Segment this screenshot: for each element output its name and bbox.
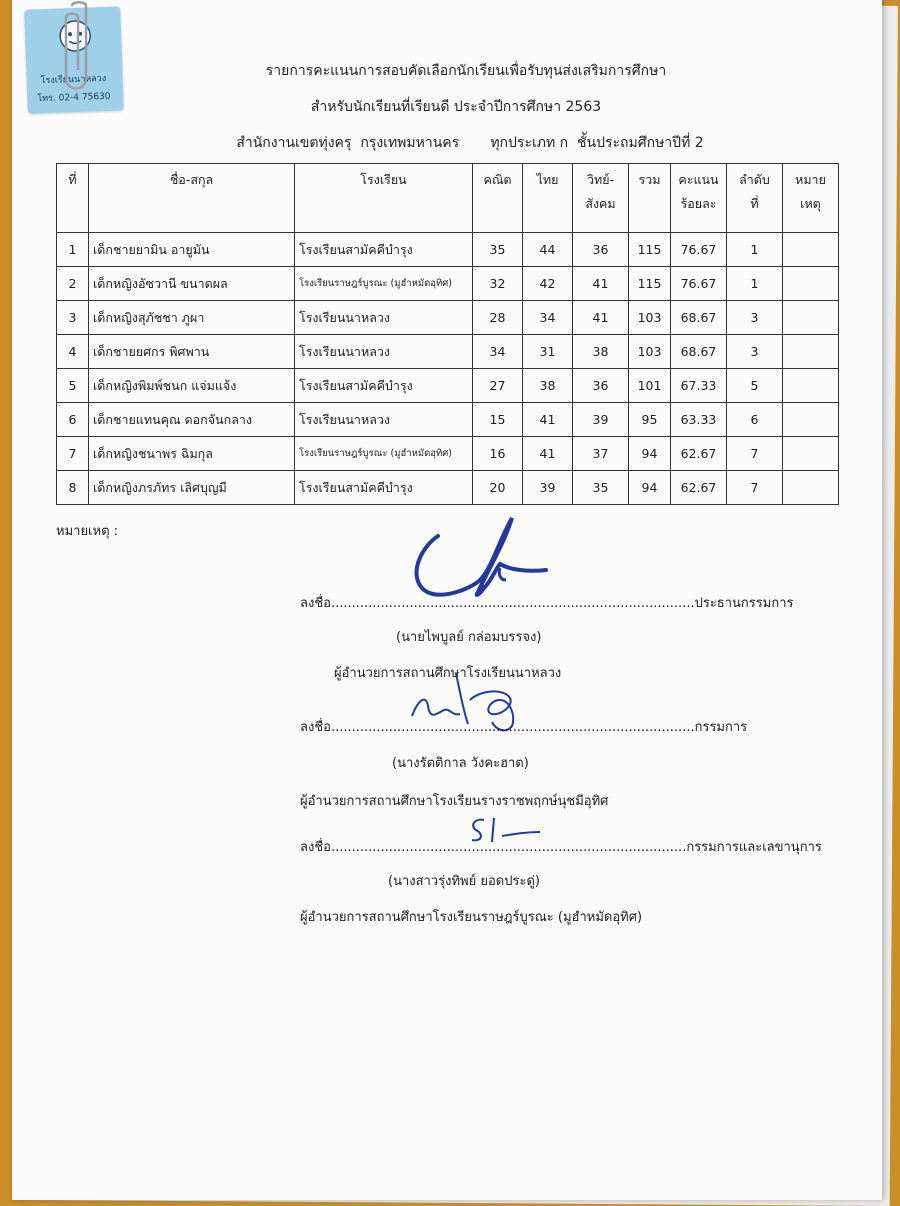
signature-line-2: ลงชื่อ........................................................................................กรรมการ [300, 720, 748, 735]
cell-school: โรงเรียนราษฎร์บูรณะ (มูฮำหมัดอุทิศ) [295, 267, 473, 301]
cell-no: 7 [57, 437, 89, 471]
cell-name: เด็กหญิงชนาพร ฉิมกุล [89, 437, 295, 471]
cell-science-social: 39 [573, 403, 629, 437]
sticker-school-name: โรงเรียนนาหลวง [40, 73, 107, 87]
table-header-row [57, 164, 839, 233]
cell-percent: 63.33 [671, 403, 727, 437]
header-rank: ลำดับ ที่ [727, 164, 783, 233]
signer-name-3: (นางสาวรุ่งทิพย์ ยอดประดู่) [388, 874, 540, 889]
cell-school: โรงเรียนนาหลวง [295, 335, 473, 369]
cell-school: โรงเรียนสามัคคีบำรุง [295, 369, 473, 403]
cell-rank: 3 [727, 335, 783, 369]
signer-name-2: (นางรัตติกาล วังคะฮาต) [392, 756, 529, 771]
signature-line-3: ลงชื่อ......................................................................................กรรมการและเลขานุการ [300, 840, 822, 855]
cell-name: เด็กหญิงอัซวานี ขนาดผล [89, 267, 295, 301]
table-row [57, 233, 839, 267]
cell-total: 101 [629, 369, 671, 403]
table-row [57, 437, 839, 471]
cell-math: 32 [473, 267, 523, 301]
cell-math: 27 [473, 369, 523, 403]
cell-note [783, 267, 839, 301]
cell-math: 20 [473, 471, 523, 505]
header-school: โรงเรียน [295, 164, 473, 233]
cell-total: 115 [629, 267, 671, 301]
cell-total: 103 [629, 335, 671, 369]
cell-thai: 44 [523, 233, 573, 267]
cell-school: โรงเรียนนาหลวง [295, 301, 473, 335]
cell-note [783, 403, 839, 437]
header-name: ชื่อ-สกุล [89, 164, 295, 233]
paperclip-icon [58, 0, 98, 100]
cell-name: เด็กชายยศกร พิศพาน [89, 335, 295, 369]
cell-name: เด็กหญิงภรภัทร เลิศบุญมี [89, 471, 295, 505]
cell-rank: 3 [727, 301, 783, 335]
scores-table [56, 163, 839, 505]
cell-rank: 1 [727, 267, 783, 301]
signer-position-3: ผู้อำนวยการสถานศึกษาโรงเรียนราษฎร์บูรณะ (มูฮำหมัดอุทิศ) [300, 910, 643, 925]
header-science-social: วิทย์- สังคม [573, 164, 629, 233]
cell-no: 3 [57, 301, 89, 335]
cell-note [783, 369, 839, 403]
cell-total: 94 [629, 471, 671, 505]
cell-no: 8 [57, 471, 89, 505]
cell-rank: 6 [727, 403, 783, 437]
cell-total: 94 [629, 437, 671, 471]
cell-math: 35 [473, 233, 523, 267]
table-row [57, 369, 839, 403]
cell-science-social: 37 [573, 437, 629, 471]
cell-science-social: 38 [573, 335, 629, 369]
title-line-2: สำหรับนักเรียนที่เรียนดี ประจำปีการศึกษา 2563 [310, 99, 602, 115]
table-row [57, 471, 839, 505]
cell-note [783, 471, 839, 505]
cell-note [783, 335, 839, 369]
title-line-1: รายการคะแนนการสอบคัดเลือกนักเรียนเพื่อรับทุนส่งเสริมการศึกษา [265, 63, 667, 79]
cell-name: เด็กชายยามิน อายูมัน [89, 233, 295, 267]
cell-name: เด็กหญิงสุภัชชา ภูผา [89, 301, 295, 335]
cell-school: โรงเรียนสามัคคีบำรุง [295, 471, 473, 505]
cell-percent: 68.67 [671, 335, 727, 369]
cell-rank: 7 [727, 437, 783, 471]
cell-percent: 76.67 [671, 233, 727, 267]
cell-math: 15 [473, 403, 523, 437]
cell-percent: 62.67 [671, 437, 727, 471]
cell-math: 28 [473, 301, 523, 335]
cell-science-social: 36 [573, 233, 629, 267]
cell-percent: 76.67 [671, 267, 727, 301]
header-total: รวม [629, 164, 671, 233]
cell-no: 5 [57, 369, 89, 403]
cell-rank: 7 [727, 471, 783, 505]
sticker-phone: โทร. 02-4 75630 [37, 91, 111, 105]
signer-position-2: ผู้อำนวยการสถานศึกษาโรงเรียนรางราชพฤกษ์นุชมีอุทิศ [300, 794, 609, 809]
cell-science-social: 36 [573, 369, 629, 403]
cell-percent: 68.67 [671, 301, 727, 335]
cell-note [783, 437, 839, 471]
header-thai: ไทย [523, 164, 573, 233]
cell-thai: 34 [523, 301, 573, 335]
cell-total: 115 [629, 233, 671, 267]
table-row [57, 267, 839, 301]
cell-total: 95 [629, 403, 671, 437]
cell-science-social: 35 [573, 471, 629, 505]
cell-science-social: 41 [573, 301, 629, 335]
cell-note [783, 233, 839, 267]
signature-line-1: ลงชื่อ........................................................................................ประธานกรรมการ [300, 596, 794, 611]
cell-name: เด็กชายแทนคุณ ดอกจันกลาง [89, 403, 295, 437]
remark-label: หมายเหตุ : [56, 524, 119, 539]
cell-thai: 41 [523, 437, 573, 471]
signer-name-1: (นายไพบูลย์ กล่อมบรรจง) [396, 630, 542, 645]
cell-rank: 1 [727, 233, 783, 267]
cell-school: โรงเรียนราษฎร์บูรณะ (มูฮำหมัดอุทิศ) [295, 437, 473, 471]
header-percent: คะแนน ร้อยละ [671, 164, 727, 233]
table-row [57, 301, 839, 335]
header-no: ที่ [57, 164, 89, 233]
cell-note [783, 301, 839, 335]
table-row [57, 335, 839, 369]
cell-total: 103 [629, 301, 671, 335]
cell-math: 16 [473, 437, 523, 471]
cell-thai: 42 [523, 267, 573, 301]
cell-school: โรงเรียนนาหลวง [295, 403, 473, 437]
cell-no: 2 [57, 267, 89, 301]
cell-thai: 41 [523, 403, 573, 437]
cell-no: 6 [57, 403, 89, 437]
header-math: คณิต [473, 164, 523, 233]
header-note: หมาย เหตุ [783, 164, 839, 233]
cell-school: โรงเรียนสามัคคีบำรุง [295, 233, 473, 267]
cell-percent: 67.33 [671, 369, 727, 403]
cell-no: 4 [57, 335, 89, 369]
cell-percent: 62.67 [671, 471, 727, 505]
cell-math: 34 [473, 335, 523, 369]
cell-rank: 5 [727, 369, 783, 403]
table-row [57, 403, 839, 437]
cell-thai: 39 [523, 471, 573, 505]
cell-no: 1 [57, 233, 89, 267]
signer-position-1: ผู้อำนวยการสถานศึกษาโรงเรียนนาหลวง [334, 666, 562, 681]
cell-thai: 38 [523, 369, 573, 403]
cell-name: เด็กหญิงพิมพ์ชนก แจ่มแจ้ง [89, 369, 295, 403]
title-line-3: สำนักงานเขตทุ่งครุ กรุงเทพมหานคร ทุกประเภท ก ชั้นประถมศึกษาปีที่ 2 [236, 135, 704, 151]
cell-science-social: 41 [573, 267, 629, 301]
cell-thai: 31 [523, 335, 573, 369]
